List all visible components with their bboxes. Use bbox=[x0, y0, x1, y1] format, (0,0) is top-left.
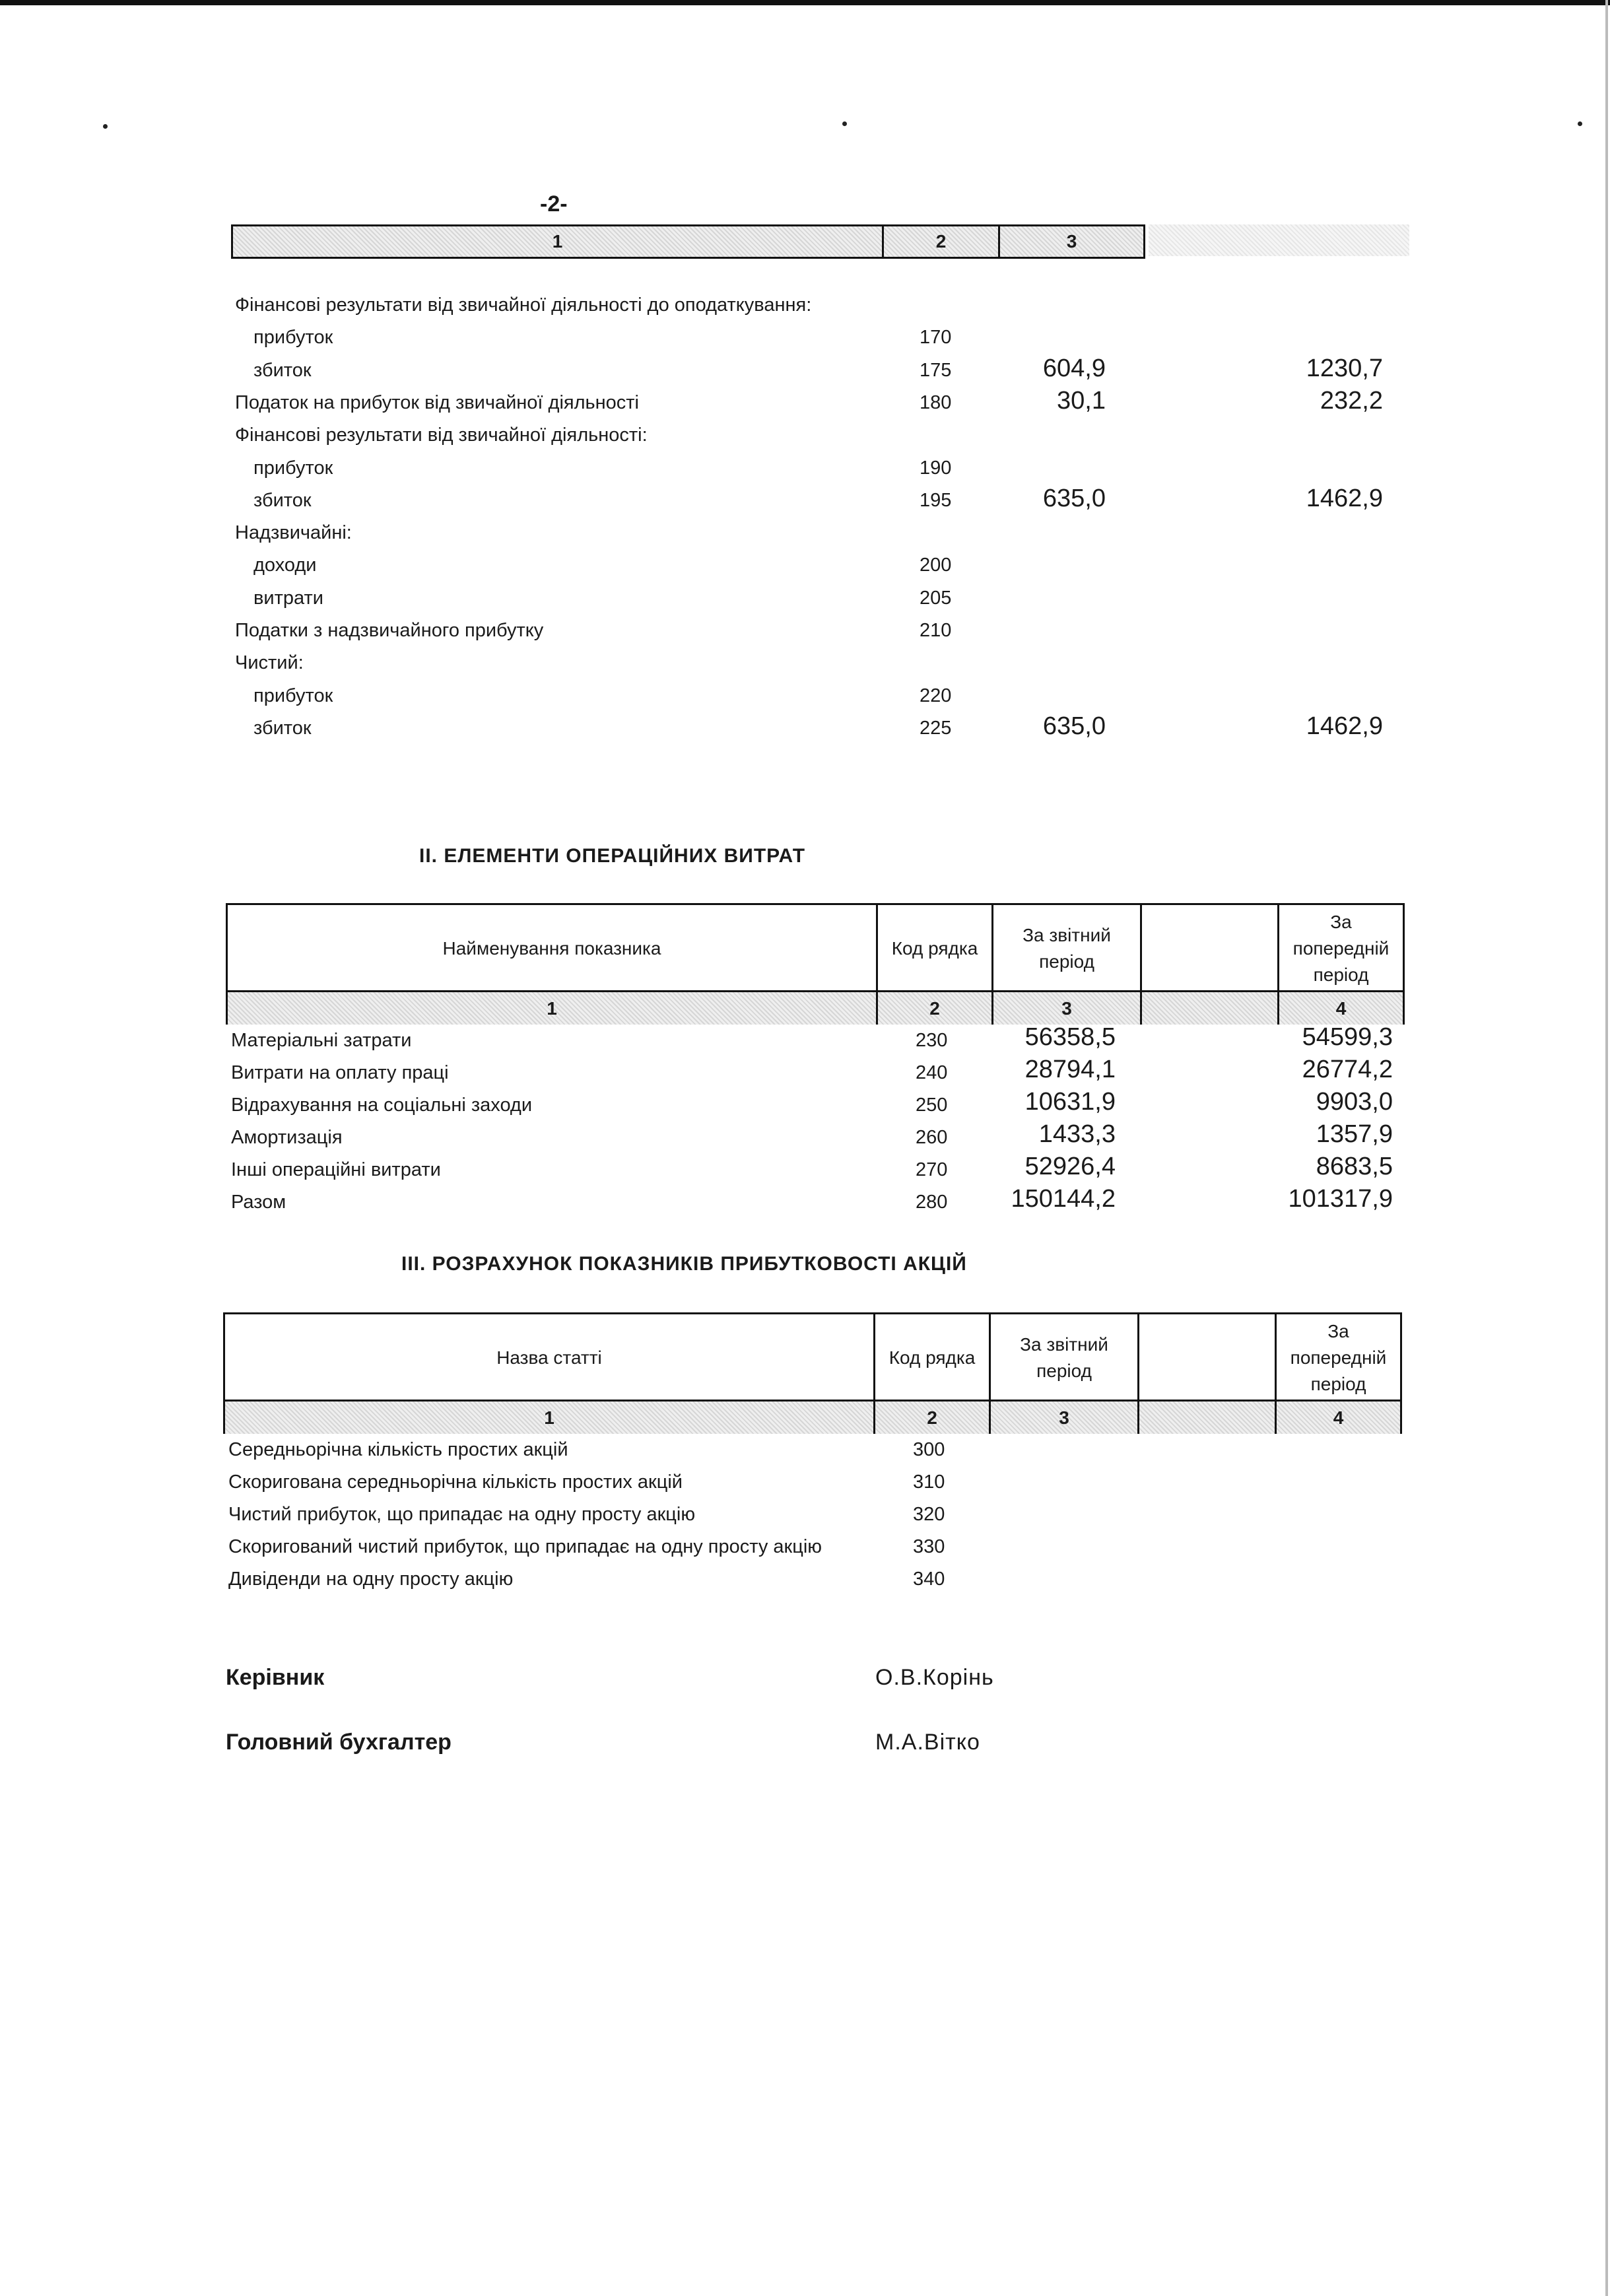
header-num-1: 1 bbox=[228, 992, 878, 1025]
section2-row-current: 150144,2 bbox=[1011, 1185, 1116, 1213]
section1-row-label: витрати bbox=[253, 588, 323, 609]
top-header-faded bbox=[1149, 224, 1409, 256]
section2-row-label: Витрати на оплату праці bbox=[231, 1062, 449, 1083]
header-num-4: 4 bbox=[1277, 1401, 1400, 1434]
section2-row-code: 240 bbox=[916, 1062, 948, 1083]
director-name: О.В.Корінь bbox=[875, 1665, 994, 1690]
header-previous bbox=[1279, 905, 1403, 992]
section1-row-code: 205 bbox=[920, 588, 952, 609]
section1-row-current: 635,0 bbox=[1042, 712, 1106, 740]
section1-row-previous: 232,2 bbox=[1320, 387, 1383, 415]
section2-row-previous: 1357,9 bbox=[1316, 1120, 1393, 1148]
section3-row-code: 330 bbox=[913, 1536, 945, 1557]
header-name: Найменування показника bbox=[228, 905, 878, 992]
section2-row-code: 270 bbox=[916, 1159, 948, 1180]
section1-row-label: прибуток bbox=[253, 327, 333, 348]
section2-row-previous: 9903,0 bbox=[1316, 1088, 1393, 1116]
header-num-blank bbox=[1139, 1401, 1277, 1434]
director-title: Керівник bbox=[226, 1665, 325, 1690]
section1-row-label: збиток bbox=[253, 360, 312, 381]
header-current-line1: За звітний bbox=[1023, 925, 1111, 945]
section2-row-current: 1433,3 bbox=[1038, 1120, 1116, 1148]
section2-row-code: 280 bbox=[916, 1192, 948, 1213]
section1-row-code: 225 bbox=[920, 718, 952, 739]
header-previous-line3: період bbox=[1310, 1374, 1366, 1394]
header-code: Код рядка bbox=[878, 905, 993, 992]
header-num-3: 3 bbox=[993, 992, 1142, 1025]
header-previous-line1: За bbox=[1330, 912, 1352, 932]
section1-row-label: Фінансові результати від звичайної діяльності до оподаткування: bbox=[235, 294, 812, 316]
section1-row-previous: 1462,9 bbox=[1306, 712, 1383, 740]
header-previous-line3: період bbox=[1313, 964, 1369, 985]
section1-row-label: Чистий: bbox=[235, 652, 304, 673]
header-num-3: 3 bbox=[991, 1401, 1139, 1434]
header-previous-line2: попередній bbox=[1292, 938, 1390, 959]
header-current-line2: період bbox=[1039, 951, 1094, 972]
header-numbers bbox=[228, 990, 1403, 1025]
section2-row-label: Відрахування на соціальні заходи bbox=[231, 1095, 533, 1116]
section1-row-code: 220 bbox=[920, 685, 952, 706]
section2-row-previous: 101317,9 bbox=[1288, 1185, 1393, 1213]
section1-row-code: 190 bbox=[920, 457, 952, 479]
page-number: -2- bbox=[540, 191, 568, 217]
section1-row-label: Податок на прибуток від звичайної діяльності bbox=[235, 392, 640, 413]
section1-row-label: доходи bbox=[253, 555, 317, 576]
header-previous-line1: За bbox=[1327, 1321, 1349, 1341]
section3-title: III. РОЗРАХУНОК ПОКАЗНИКІВ ПРИБУТКОВОСТІ АКЦІЙ bbox=[401, 1253, 967, 1275]
section2-row-current: 56358,5 bbox=[1024, 1023, 1116, 1051]
section3-row-code: 340 bbox=[913, 1569, 945, 1590]
top-header-col2: 2 bbox=[884, 226, 1000, 257]
section2-title: II. ЕЛЕМЕНТИ ОПЕРАЦІЙНИХ ВИТРАТ bbox=[419, 845, 806, 867]
section2-row-current: 28794,1 bbox=[1024, 1056, 1116, 1083]
scan-top-border bbox=[0, 0, 1610, 5]
section1-row-previous: 1230,7 bbox=[1306, 355, 1383, 382]
section1-row-code: 170 bbox=[920, 327, 952, 348]
section2-row-label: Інші операційні витрати bbox=[231, 1159, 441, 1180]
section2-row-code: 260 bbox=[916, 1127, 948, 1148]
section3-row-label: Дивіденди на одну просту акцію bbox=[228, 1569, 514, 1590]
section1-row-code: 175 bbox=[920, 360, 952, 381]
section1-row-label: збиток bbox=[253, 490, 312, 511]
section1-row-label: Фінансові результати від звичайної діяльності: bbox=[235, 424, 648, 446]
header-blank bbox=[1139, 1314, 1277, 1401]
section2-row-label: Амортизація bbox=[231, 1127, 343, 1148]
section2-row-label: Разом bbox=[231, 1192, 286, 1213]
accountant-title: Головний бухгалтер bbox=[226, 1730, 452, 1755]
section1-row-current: 604,9 bbox=[1042, 355, 1106, 382]
header-current bbox=[993, 905, 1142, 992]
header-code: Код рядка bbox=[875, 1314, 991, 1401]
header-numbers bbox=[225, 1400, 1400, 1434]
section2-row-code: 230 bbox=[916, 1030, 948, 1051]
section2-row-previous: 8683,5 bbox=[1316, 1153, 1393, 1180]
section3-row-code: 310 bbox=[913, 1471, 945, 1493]
header-num-2: 2 bbox=[875, 1401, 991, 1434]
section1-row-code: 210 bbox=[920, 620, 952, 641]
section3-row-code: 320 bbox=[913, 1504, 945, 1525]
header-current-line1: За звітний bbox=[1020, 1334, 1108, 1355]
section3-header bbox=[223, 1312, 1402, 1434]
scan-right-border bbox=[1605, 0, 1608, 2296]
section1-row-current: 30,1 bbox=[1057, 387, 1106, 415]
accountant-name: М.А.Вітко bbox=[875, 1730, 980, 1755]
header-current-line2: період bbox=[1036, 1361, 1092, 1381]
section1-row-code: 195 bbox=[920, 490, 952, 511]
top-header-col3: 3 bbox=[1000, 226, 1143, 257]
section1-row-label: прибуток bbox=[253, 685, 333, 706]
scan-dot bbox=[1578, 121, 1582, 126]
section2-row-current: 52926,4 bbox=[1024, 1153, 1116, 1180]
section2-row-current: 10631,9 bbox=[1024, 1088, 1116, 1116]
section2-row-label: Матеріальні затрати bbox=[231, 1030, 412, 1051]
header-num-2: 2 bbox=[878, 992, 993, 1025]
section3-row-label: Скоригована середньорічна кількість простих акцій bbox=[228, 1471, 683, 1493]
scan-dot bbox=[103, 124, 108, 129]
header-previous bbox=[1277, 1314, 1400, 1401]
section1-row-code: 180 bbox=[920, 392, 952, 413]
section3-row-label: Скоригований чистий прибуток, що припадає на одну просту акцію bbox=[228, 1536, 822, 1557]
scan-dot bbox=[842, 121, 847, 126]
section2-row-previous: 54599,3 bbox=[1302, 1023, 1393, 1051]
section1-row-label: Надзвичайні: bbox=[235, 522, 352, 543]
section2-row-previous: 26774,2 bbox=[1302, 1056, 1393, 1083]
header-blank bbox=[1142, 905, 1279, 992]
section1-row-label: прибуток bbox=[253, 457, 333, 479]
top-header bbox=[231, 224, 1145, 259]
section2-row-code: 250 bbox=[916, 1095, 948, 1116]
section3-row-code: 300 bbox=[913, 1439, 945, 1460]
header-current bbox=[991, 1314, 1139, 1401]
header-name: Назва статті bbox=[225, 1314, 875, 1401]
section1-row-current: 635,0 bbox=[1042, 485, 1106, 512]
header-num-blank bbox=[1142, 992, 1279, 1025]
section1-row-code: 200 bbox=[920, 555, 952, 576]
header-num-4: 4 bbox=[1279, 992, 1403, 1025]
section1-row-label: збиток bbox=[253, 718, 312, 739]
section1-row-label: Податки з надзвичайного прибутку bbox=[235, 620, 544, 641]
section3-row-label: Середньорічна кількість простих акцій bbox=[228, 1439, 568, 1460]
section1-row-previous: 1462,9 bbox=[1306, 485, 1383, 512]
section2-header bbox=[226, 903, 1405, 1025]
header-num-1: 1 bbox=[225, 1401, 875, 1434]
top-header-col1: 1 bbox=[233, 226, 884, 257]
header-previous-line2: попередній bbox=[1290, 1347, 1387, 1368]
section3-row-label: Чистий прибуток, що припадає на одну просту акцію bbox=[228, 1504, 696, 1525]
